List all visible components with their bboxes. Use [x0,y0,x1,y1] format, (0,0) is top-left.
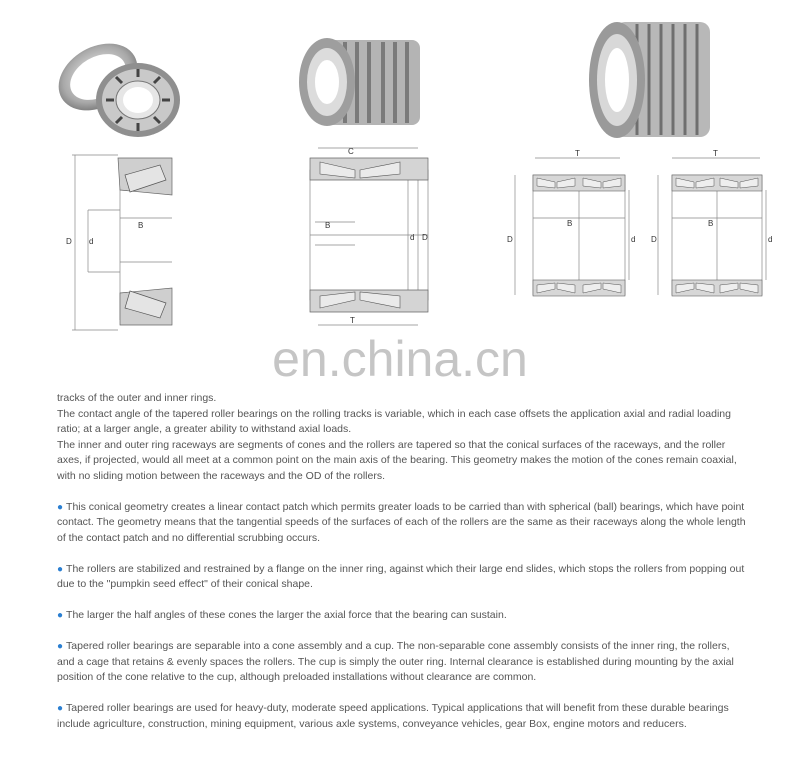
four-row-cross-section-a [505,150,640,315]
label-d2: d [410,233,415,242]
bullet-dot-icon: ● [57,563,64,575]
label-D4: D [651,235,657,244]
description-text [57,391,747,732]
bearing-figures [0,0,800,340]
single-row-bearing-photo [50,25,185,140]
label-d3: d [631,235,636,244]
watermark: en.china.cn [272,331,528,387]
bullet-dot-icon: ● [57,610,64,621]
label-B: B [138,221,144,230]
label-D: D [66,237,72,246]
bullet-item: ● This conical geometry creates a linear contact patch which permits greater loads to be carried than with spherical (ball) bearings, which have point contact. The geometry means that the tangential speeds of the surfaces of each of the rollers are the same as their raceways along the whole length of the contact patch and no differential scrubbing occurs. [57,500,746,544]
bullet-dot-icon: ● [57,703,64,714]
bullet-dot-icon: ● [57,501,64,513]
label-D3: D [507,235,513,244]
single-row-cross-section [60,150,195,340]
label-T4: T [713,150,718,158]
label-D2: D [422,233,428,242]
label-T: T [350,316,355,325]
label-T3: T [575,150,580,158]
label-B4: B [708,219,714,228]
label-d4: d [768,235,773,244]
intro-paragraph: tracks of the outer and inner rings. [57,392,217,404]
bullet-item: ● Tapered roller bearings are separable into a cone assembly and a cup. The non-separable cone assembly consists of the inner ring, the rollers, and a cage that retains & evenly spaces the rollers. The cup is simply the outer ring. Internal clearance is established during mounting by the axial position of the cone relative to the cup, although preloaded installations without clearance are common. [57,640,734,683]
four-row-bearing-photo [585,12,720,147]
bullet-dot-icon: ● [57,641,64,652]
label-B3: B [567,219,573,228]
bullet-item: ● The larger the half angles of these cones the larger the axial force that the bearing can sustain. [57,609,507,621]
double-row-cross-section [300,140,440,335]
four-row-cross-section-b [650,150,785,315]
intro-paragraph: The inner and outer ring raceways are segments of cones and the rollers are tapered so that the conical surfaces of the raceways, and the roller axes, if projected, would all meet at a common point on the main axis of the bearing. This geometry makes the motion of the cones remain coaxial, with no sliding motion between the raceways and the OD of the rollers. [57,438,737,482]
double-row-bearing-photo [295,30,430,135]
bullet-item: ● Tapered roller bearings are used for heavy-duty, moderate speed applications. Typical applications that will benefit from these durable bearings include agriculture, construction, mining equipment, various axle systems, conveyance vehicles, gear Box, engine motors and reducers. [57,702,729,730]
bullet-item: ● The rollers are stabilized and restrained by a flange on the inner ring, against which their large end slides, which stops the rollers from popping out due to the "pumpkin seed effect" of their conical shape. [57,562,745,590]
label-C: C [348,147,354,156]
label-d: d [89,237,94,246]
label-B2: B [325,221,331,230]
intro-paragraph: The contact angle of the tapered roller bearings on the rolling tracks is variable, which in each case offsets the application axial and radial loading ratio; at a larger angle, a greater ability to withstand axial loads. [57,407,731,435]
